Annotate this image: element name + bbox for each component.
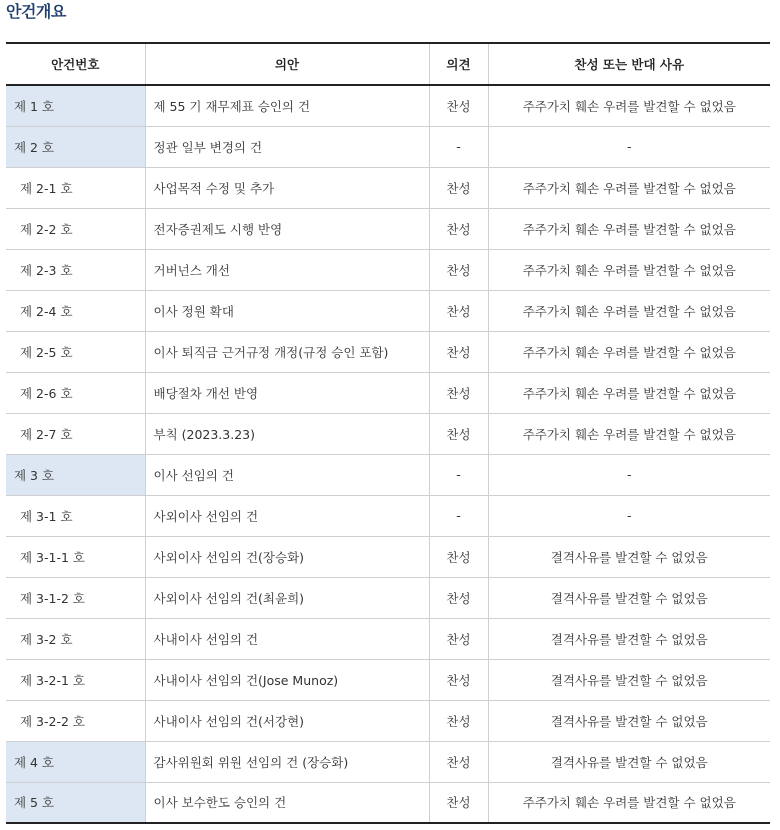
- reason-cell: 주주가치 훼손 우려를 발견할 수 없었음: [488, 249, 770, 290]
- agenda-cell: 이사 퇴직금 근거규정 개정(규정 승인 포함): [145, 331, 429, 372]
- table-row: [6, 167, 770, 208]
- agenda-cell: 사외이사 선임의 건(최윤희): [145, 577, 429, 618]
- agenda-cell: 이사 정원 확대: [145, 290, 429, 331]
- opinion-cell: -: [429, 454, 488, 495]
- reason-cell: 주주가치 훼손 우려를 발견할 수 없었음: [488, 782, 770, 823]
- agenda-number-cell: 제 2-1 호: [6, 167, 145, 208]
- opinion-cell: 찬성: [429, 167, 488, 208]
- table-row: [6, 126, 770, 167]
- opinion-cell: 찬성: [429, 290, 488, 331]
- reason-cell: 주주가치 훼손 우려를 발견할 수 없었음: [488, 372, 770, 413]
- header-opinion: 의견: [429, 43, 488, 85]
- table-row: [6, 659, 770, 700]
- agenda-number-cell: 제 3-1-1 호: [6, 536, 145, 577]
- reason-cell: 결격사유를 발견할 수 없었음: [488, 700, 770, 741]
- agenda-cell: 사내이사 선임의 건(Jose Munoz): [145, 659, 429, 700]
- opinion-cell: 찬성: [429, 536, 488, 577]
- agenda-cell: 이사 보수한도 승인의 건: [145, 782, 429, 823]
- reason-cell: -: [488, 454, 770, 495]
- opinion-cell: 찬성: [429, 741, 488, 782]
- agenda-number-cell: 제 4 호: [6, 741, 145, 782]
- table-row: [6, 495, 770, 536]
- reason-cell: 결격사유를 발견할 수 없었음: [488, 618, 770, 659]
- table-row: [6, 85, 770, 126]
- header-agenda: 의안: [145, 43, 429, 85]
- opinion-cell: 찬성: [429, 85, 488, 126]
- table-row: [6, 618, 770, 659]
- agenda-number-cell: 제 2 호: [6, 126, 145, 167]
- opinion-cell: -: [429, 126, 488, 167]
- table-row: [6, 577, 770, 618]
- opinion-cell: 찬성: [429, 413, 488, 454]
- agenda-number-cell: 제 1 호: [6, 85, 145, 126]
- agenda-number-cell: 제 3-1 호: [6, 495, 145, 536]
- agenda-cell: 사외이사 선임의 건(장승화): [145, 536, 429, 577]
- agenda-cell: 배당절차 개선 반영: [145, 372, 429, 413]
- table-header-row: [6, 43, 770, 85]
- agenda-number-cell: 제 2-4 호: [6, 290, 145, 331]
- reason-cell: 주주가치 훼손 우려를 발견할 수 없었음: [488, 208, 770, 249]
- agenda-cell: 사내이사 선임의 건(서강현): [145, 700, 429, 741]
- header-reason: 찬성 또는 반대 사유: [488, 43, 770, 85]
- table-row: [6, 249, 770, 290]
- reason-cell: 주주가치 훼손 우려를 발견할 수 없었음: [488, 85, 770, 126]
- table-row: [6, 413, 770, 454]
- reason-cell: 결격사유를 발견할 수 없었음: [488, 536, 770, 577]
- reason-cell: 결격사유를 발견할 수 없었음: [488, 741, 770, 782]
- agenda-cell: 사내이사 선임의 건: [145, 618, 429, 659]
- reason-cell: -: [488, 126, 770, 167]
- reason-cell: 주주가치 훼손 우려를 발견할 수 없었음: [488, 331, 770, 372]
- opinion-cell: 찬성: [429, 208, 488, 249]
- agenda-number-cell: 제 3-2-2 호: [6, 700, 145, 741]
- reason-cell: -: [488, 495, 770, 536]
- agenda-number-cell: 제 2-2 호: [6, 208, 145, 249]
- agenda-cell: 거버넌스 개선: [145, 249, 429, 290]
- table-row: [6, 700, 770, 741]
- agenda-cell: 사업목적 수정 및 추가: [145, 167, 429, 208]
- agenda-cell: 감사위원회 위원 선임의 건 (장승화): [145, 741, 429, 782]
- table-row: [6, 782, 770, 823]
- agenda-cell: 제 55 기 재무제표 승인의 건: [145, 85, 429, 126]
- reason-cell: 주주가치 훼손 우려를 발견할 수 없었음: [488, 413, 770, 454]
- agenda-number-cell: 제 5 호: [6, 782, 145, 823]
- reason-cell: 결격사유를 발견할 수 없었음: [488, 577, 770, 618]
- agenda-cell: 이사 선임의 건: [145, 454, 429, 495]
- agenda-number-cell: 제 3-2-1 호: [6, 659, 145, 700]
- section-title: 안건개요: [6, 2, 66, 21]
- agenda-number-cell: 제 2-7 호: [6, 413, 145, 454]
- opinion-cell: 찬성: [429, 577, 488, 618]
- agenda-cell: 정관 일부 변경의 건: [145, 126, 429, 167]
- agenda-number-cell: 제 3-1-2 호: [6, 577, 145, 618]
- agenda-number-cell: 제 3-2 호: [6, 618, 145, 659]
- agenda-cell: 부칙 (2023.3.23): [145, 413, 429, 454]
- table-row: [6, 208, 770, 249]
- table-row: [6, 372, 770, 413]
- table-row: [6, 536, 770, 577]
- table-row: [6, 741, 770, 782]
- opinion-cell: 찬성: [429, 372, 488, 413]
- opinion-cell: 찬성: [429, 700, 488, 741]
- agenda-number-cell: 제 2-3 호: [6, 249, 145, 290]
- agenda-number-cell: 제 2-6 호: [6, 372, 145, 413]
- header-agenda-number: 안건번호: [6, 43, 145, 85]
- opinion-cell: 찬성: [429, 659, 488, 700]
- table-row: [6, 290, 770, 331]
- agenda-table: [6, 42, 770, 824]
- table-row: [6, 454, 770, 495]
- agenda-cell: 사외이사 선임의 건: [145, 495, 429, 536]
- reason-cell: 결격사유를 발견할 수 없었음: [488, 659, 770, 700]
- table-row: [6, 331, 770, 372]
- opinion-cell: 찬성: [429, 249, 488, 290]
- reason-cell: 주주가치 훼손 우려를 발견할 수 없었음: [488, 290, 770, 331]
- agenda-cell: 전자증권제도 시행 반영: [145, 208, 429, 249]
- opinion-cell: 찬성: [429, 618, 488, 659]
- reason-cell: 주주가치 훼손 우려를 발견할 수 없었음: [488, 167, 770, 208]
- agenda-number-cell: 제 2-5 호: [6, 331, 145, 372]
- opinion-cell: 찬성: [429, 331, 488, 372]
- opinion-cell: 찬성: [429, 782, 488, 823]
- agenda-number-cell: 제 3 호: [6, 454, 145, 495]
- opinion-cell: -: [429, 495, 488, 536]
